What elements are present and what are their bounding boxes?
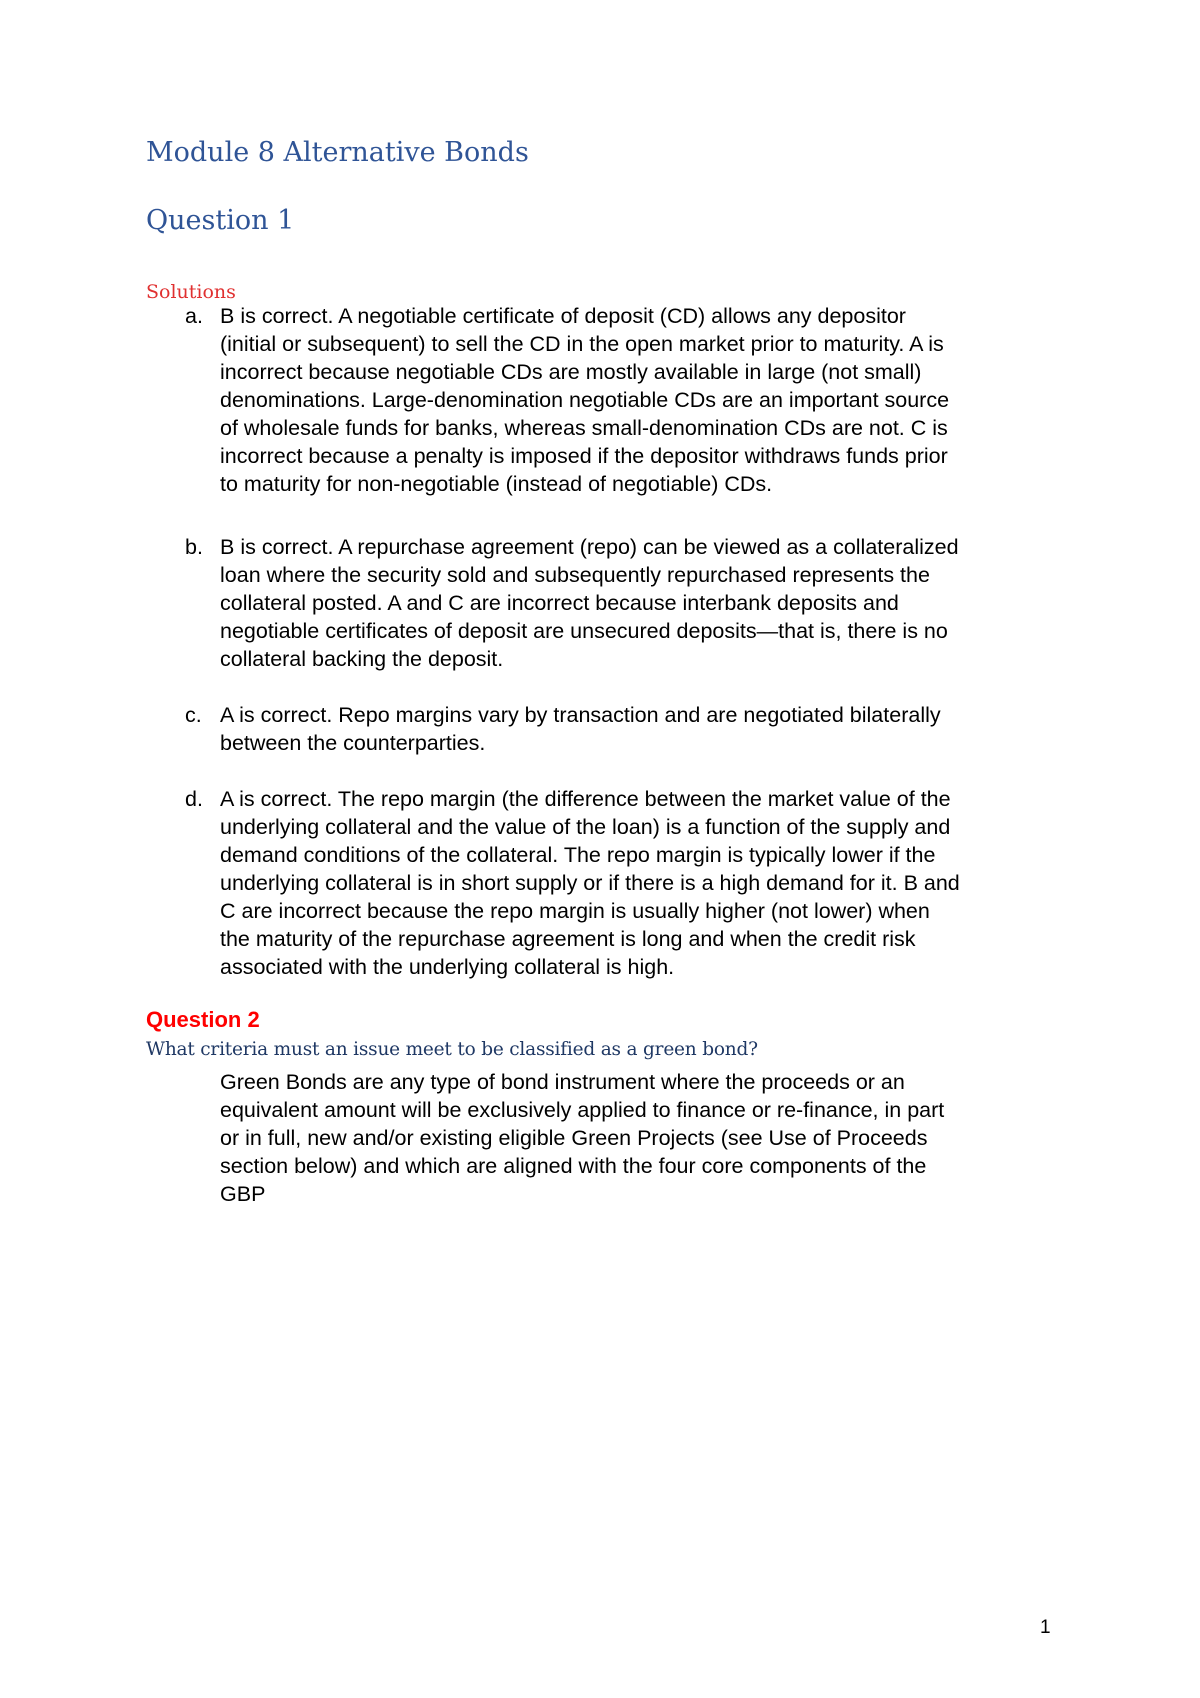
text-line: negotiable certificates of deposit are unsecured deposits—that is, there is no	[220, 619, 948, 643]
text-line: section below) and which are aligned with the four core components of the	[220, 1154, 927, 1178]
question-1-heading: Question 1	[146, 205, 295, 236]
text-line: collateral posted. A and C are incorrect because interbank deposits and	[220, 591, 899, 615]
text-line: loan where the security sold and subsequently repurchased represents the	[220, 563, 930, 587]
text-line: (initial or subsequent) to sell the CD in the open market prior to maturity. A is	[220, 332, 944, 356]
list-marker: b.	[185, 535, 203, 559]
solution-text	[220, 533, 1085, 673]
text-line: GBP	[220, 1182, 266, 1206]
text-line: or in full, new and/or existing eligible Green Projects (see Use of Proceeds	[220, 1126, 928, 1150]
text-line: demand conditions of the collateral. The repo margin is typically lower if the	[220, 843, 936, 867]
text-line: B is correct. A negotiable certificate of deposit (CD) allows any depositor	[220, 304, 906, 328]
solutions-label: Solutions	[146, 281, 236, 303]
text-line: B is correct. A repurchase agreement (repo) can be viewed as a collateralized	[220, 535, 959, 559]
text-line: collateral backing the deposit.	[220, 647, 504, 671]
solution-item-b	[185, 533, 1085, 673]
question-2-answer	[220, 1068, 944, 1208]
solution-text	[220, 302, 1085, 498]
text-line: of wholesale funds for banks, whereas small-denomination CDs are not. C is	[220, 416, 948, 440]
page-number: 1	[1040, 1617, 1051, 1638]
text-line: underlying collateral is in short supply or if there is a high demand for it. B and	[220, 871, 960, 895]
list-marker: a.	[185, 304, 203, 328]
text-line: equivalent amount will be exclusively applied to finance or re-finance, in part	[220, 1098, 945, 1122]
text-line: denominations. Large-denomination negotiable CDs are an important source	[220, 388, 950, 412]
solution-item-d	[185, 785, 1085, 981]
question-2-heading: Question 2	[146, 1007, 260, 1032]
list-marker: c.	[185, 703, 202, 727]
list-marker: d.	[185, 787, 203, 811]
question-2-prompt: What criteria must an issue meet to be classified as a green bond?	[146, 1039, 758, 1060]
text-line: Green Bonds are any type of bond instrument where the proceeds or an	[220, 1070, 905, 1094]
text-line: associated with the underlying collateral is high.	[220, 955, 675, 979]
text-line: between the counterparties.	[220, 731, 486, 755]
text-line: A is correct. The repo margin (the difference between the market value of the	[220, 787, 951, 811]
solution-item-a	[185, 302, 1085, 498]
text-line: C are incorrect because the repo margin is usually higher (not lower) when	[220, 899, 930, 923]
text-line: to maturity for non-negotiable (instead of negotiable) CDs.	[220, 472, 773, 496]
solution-text	[220, 701, 1085, 757]
solution-item-c	[185, 701, 1085, 757]
solution-text	[220, 785, 1085, 981]
text-line: underlying collateral and the value of the loan) is a function of the supply and	[220, 815, 951, 839]
text-line: incorrect because a penalty is imposed if the depositor withdraws funds prior	[220, 444, 948, 468]
document-title: Module 8 Alternative Bonds	[146, 137, 529, 168]
text-line: the maturity of the repurchase agreement is long and when the credit risk	[220, 927, 916, 951]
text-line: A is correct. Repo margins vary by transaction and are negotiated bilaterally	[220, 703, 941, 727]
text-line: incorrect because negotiable CDs are mostly available in large (not small)	[220, 360, 922, 384]
